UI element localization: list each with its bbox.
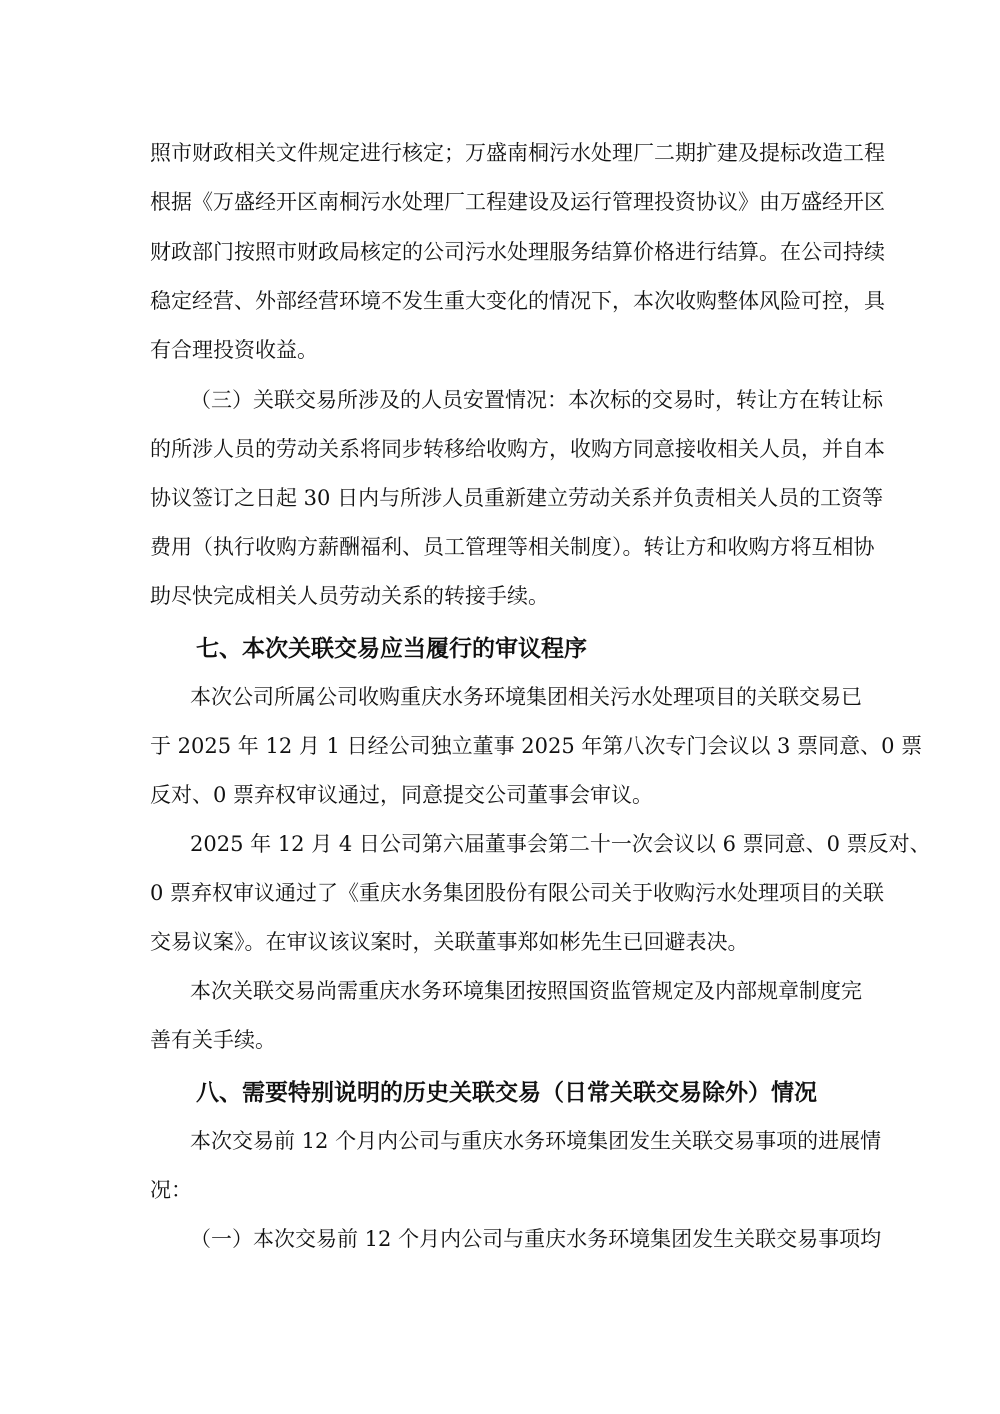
paragraph-line: 本次关联交易尚需重庆水务环境集团按照国资监管规定及内部规章制度完	[190, 979, 862, 1003]
paragraph-line: 的所涉人员的劳动关系将同步转移给收购方，收购方同意接收相关人员，并自本	[150, 437, 885, 461]
paragraph-line: 照市财政相关文件规定进行核定；万盛南桐污水处理厂二期扩建及提标改造工程	[150, 141, 885, 165]
paragraph-line: 况：	[150, 1178, 192, 1202]
paragraph-line: 0 票弃权审议通过了《重庆水务集团股份有限公司关于收购污水处理项目的关联	[150, 881, 885, 905]
paragraph-line: 稳定经营、外部经营环境不发生重大变化的情况下，本次收购整体风险可控，具	[150, 289, 885, 313]
paragraph-line: 交易议案》。在审议该议案时，关联董事郑如彬先生已回避表决。	[150, 930, 749, 954]
section-heading: 七、本次关联交易应当履行的审议程序	[196, 636, 587, 662]
paragraph-line: 协议签订之日起 30 日内与所涉人员重新建立劳动关系并负责相关人员的工资等	[150, 486, 884, 510]
paragraph-line: （一）本次交易前 12 个月内公司与重庆水务环境集团发生关联交易事项均	[190, 1227, 882, 1251]
section-heading: 八、需要特别说明的历史关联交易（日常关联交易除外）情况	[196, 1080, 817, 1106]
paragraph-line: 反对、0 票弃权审议通过，同意提交公司董事会审议。	[150, 783, 654, 807]
paragraph-line: 财政部门按照市财政局核定的公司污水处理服务结算价格进行结算。在公司持续	[150, 240, 885, 264]
paragraph-line: 助尽快完成相关人员劳动关系的转接手续。	[150, 584, 549, 608]
paragraph-line: 本次交易前 12 个月内公司与重庆水务环境集团发生关联交易事项的进展情	[190, 1129, 882, 1153]
paragraph-line: （三）关联交易所涉及的人员安置情况：本次标的交易时，转让方在转让标	[190, 388, 883, 412]
paragraph-line: 本次公司所属公司收购重庆水务环境集团相关污水处理项目的关联交易已	[190, 685, 862, 709]
paragraph-line: 善有关手续。	[150, 1028, 276, 1052]
paragraph-line: 费用（执行收购方薪酬福利、员工管理等相关制度）。转让方和收购方将互相协	[150, 535, 875, 559]
paragraph-line: 于 2025 年 12 月 1 日经公司独立董事 2025 年第八次专门会议以 3 票同意、0 票	[150, 734, 923, 758]
paragraph-line: 根据《万盛经开区南桐污水处理厂工程建设及运行管理投资协议》由万盛经开区	[150, 190, 885, 214]
paragraph-line: 有合理投资收益。	[150, 338, 318, 362]
paragraph-line: 2025 年 12 月 4 日公司第六届董事会第二十一次会议以 6 票同意、0 票反对、	[190, 832, 931, 856]
